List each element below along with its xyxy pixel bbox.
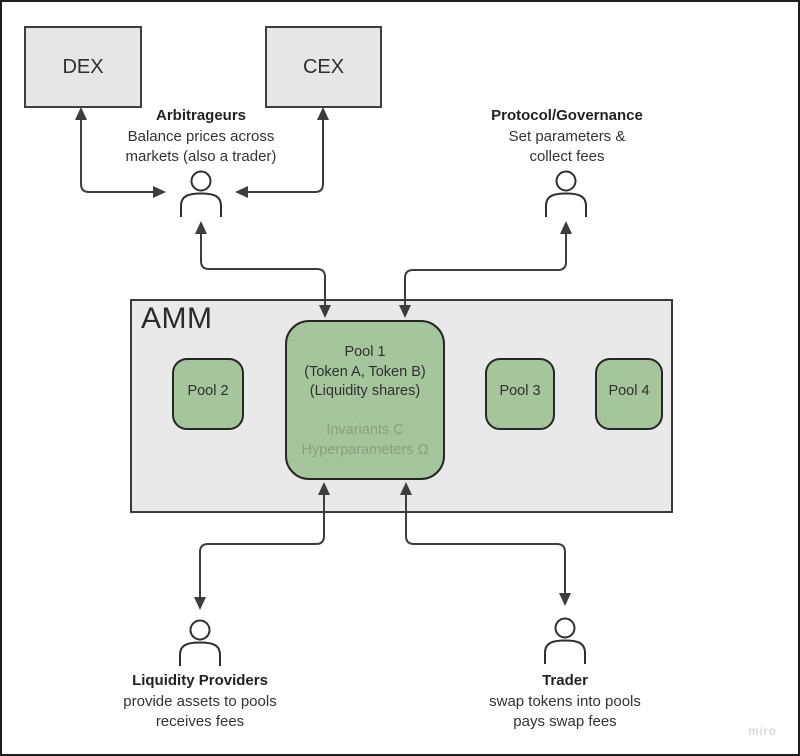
liquidity-providers-text-block (75, 671, 325, 733)
dex-label: DEX (62, 55, 104, 78)
pool-4-label: Pool 4 (608, 383, 650, 399)
liquidity-provider-person-icon[interactable] (180, 621, 220, 667)
pool-2-label: Pool 2 (187, 383, 229, 399)
arbitrageurs-desc-2: markets (also a trader) (125, 148, 277, 165)
liquidity-providers-name: Liquidity Providers (132, 672, 268, 689)
pool-1-invariants: Invariants C (326, 422, 404, 438)
trader-text-block (440, 671, 690, 733)
pool-1-hyperparameters: Hyperparameters Ω (301, 441, 429, 458)
arbitrageurs-text-block (76, 106, 326, 168)
amm-label: AMM (141, 302, 213, 335)
cex-box[interactable] (265, 26, 382, 108)
pool-1-box[interactable] (285, 320, 445, 480)
arbitrageurs-name: Arbitrageurs (155, 107, 247, 124)
pool-4-box[interactable] (595, 358, 663, 430)
miro-watermark[interactable]: miro (748, 726, 777, 738)
pool-3-box[interactable] (485, 358, 555, 430)
trader-person-icon[interactable] (545, 619, 585, 665)
pool-3-label: Pool 3 (499, 383, 541, 399)
governance-name: Protocol/Governance (491, 107, 643, 124)
liquidity-providers-desc-2: receives fees (155, 713, 245, 730)
governance-desc-1: Set parameters & (508, 127, 626, 145)
cex-label: CEX (302, 55, 345, 78)
pool-1-shares: (Liquidity shares) (309, 383, 421, 399)
arbitrageur-person-icon[interactable] (181, 172, 221, 218)
liquidity-providers-desc-1: provide assets to pools (123, 692, 277, 710)
trader-name: Trader (542, 672, 588, 689)
pool-1-title: Pool 1 (344, 344, 386, 360)
governance-text-block (442, 106, 692, 168)
trader-desc-1: swap tokens into pools (489, 692, 641, 710)
dex-box[interactable] (24, 26, 142, 108)
pool-2-box[interactable] (172, 358, 244, 430)
trader-desc-2: pays swap fees (513, 713, 617, 730)
pool-1-tokens: (Token A, Token B) (304, 363, 426, 380)
governance-desc-2: collect fees (529, 148, 605, 165)
arbitrageurs-desc-1: Balance prices across (127, 127, 275, 145)
governance-person-icon[interactable] (546, 172, 586, 218)
